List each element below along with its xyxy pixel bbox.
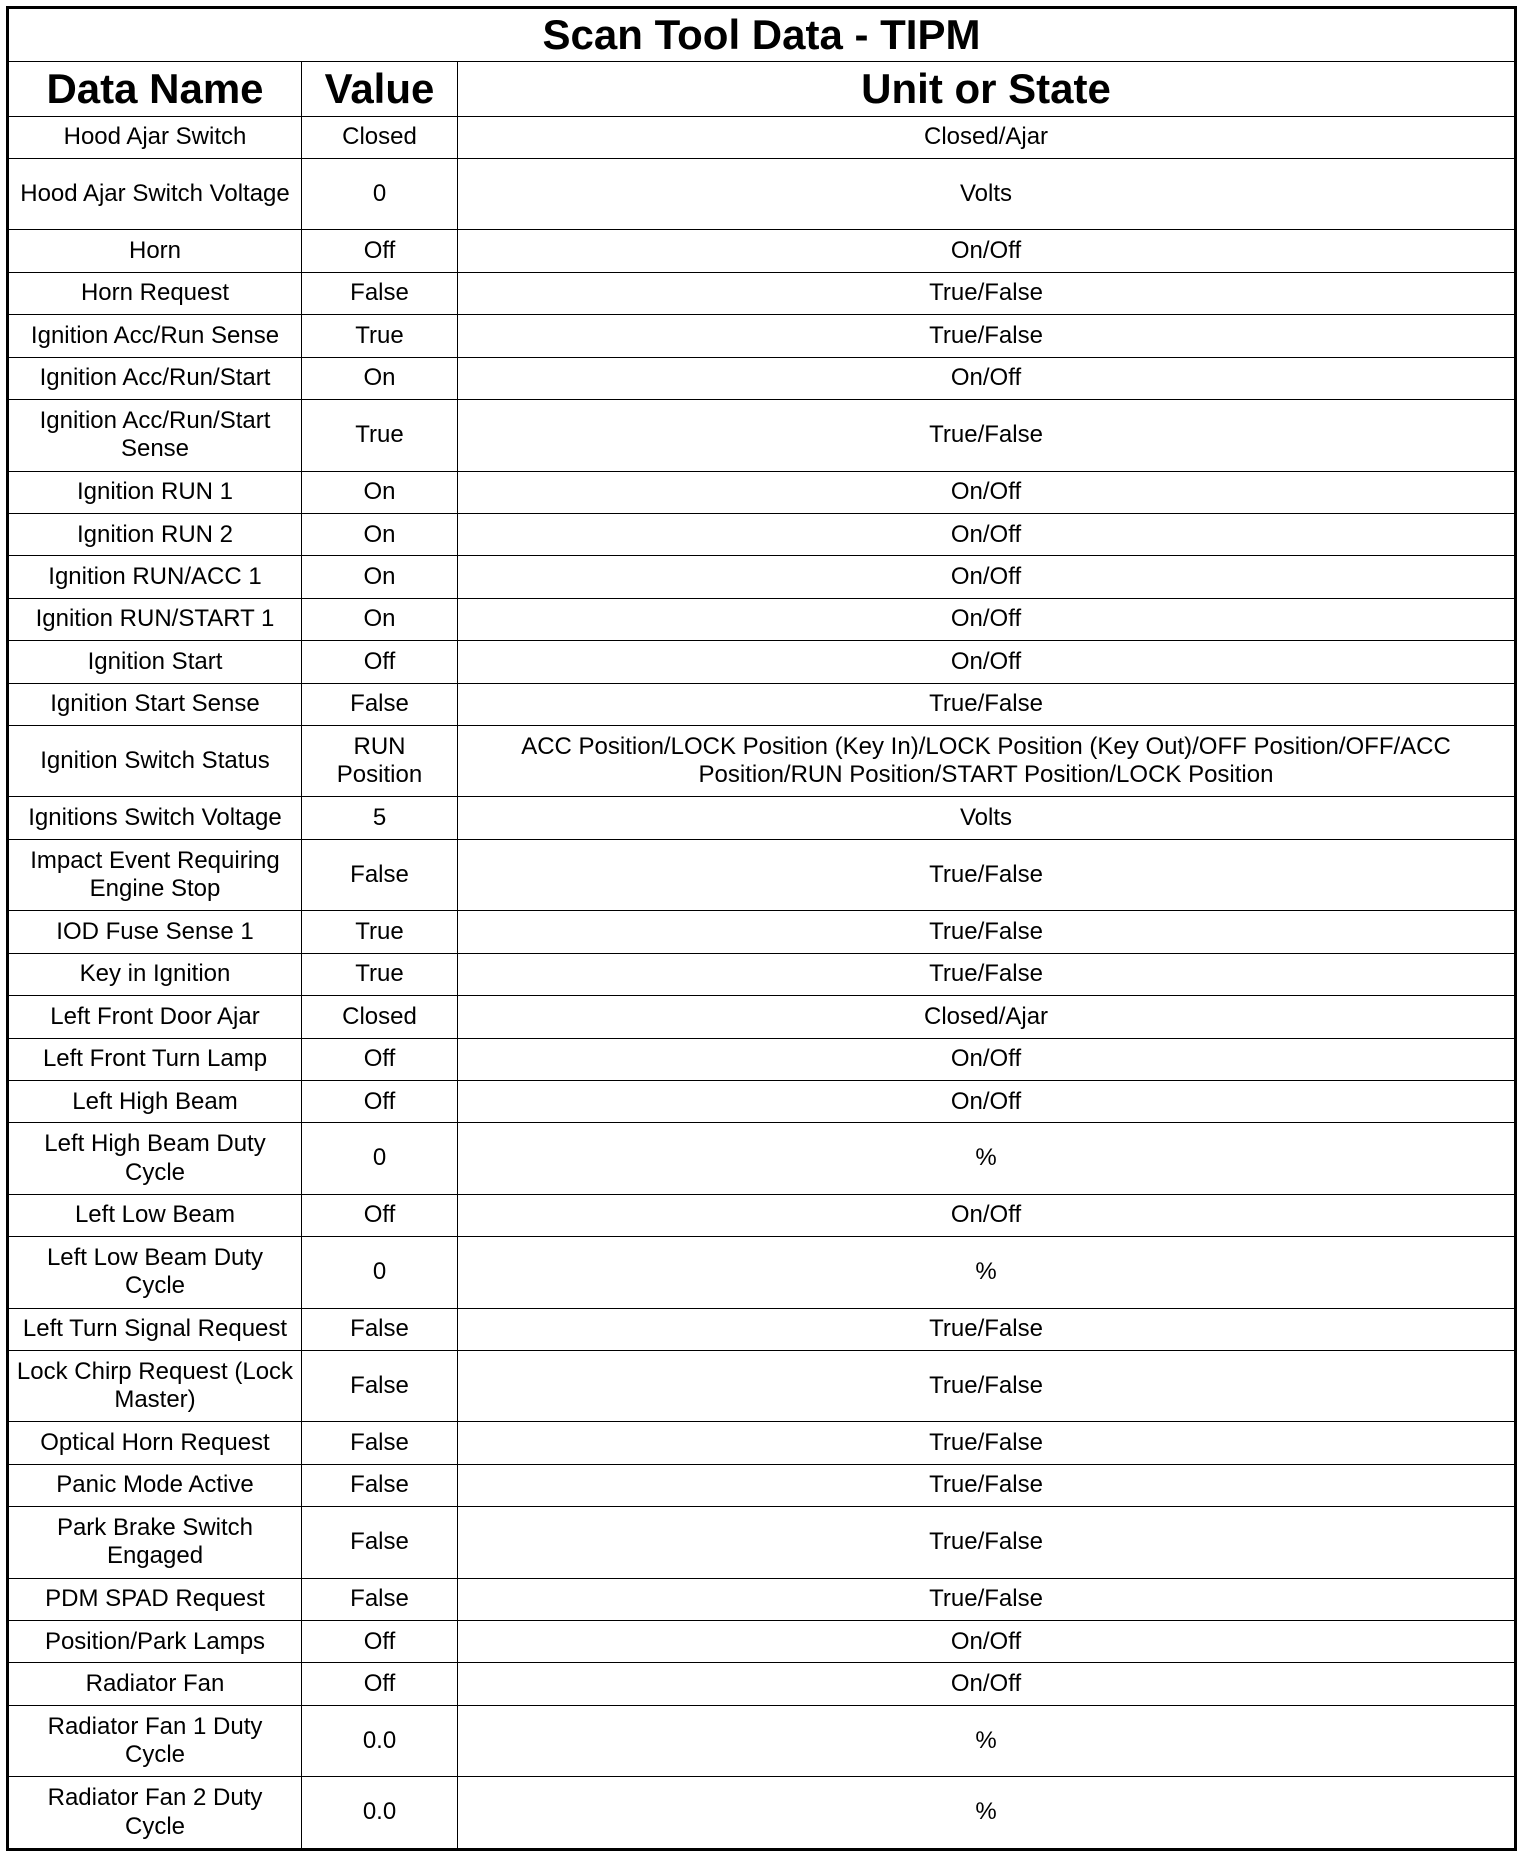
data-name-cell: Left Turn Signal Request xyxy=(8,1308,302,1350)
value-cell: Closed xyxy=(302,996,458,1038)
table-row xyxy=(8,1422,1516,1464)
value-cell: True xyxy=(302,911,458,953)
unit-or-state-cell: On/Off xyxy=(458,230,1516,272)
unit-or-state-cell: True/False xyxy=(458,272,1516,314)
value-cell: 0.0 xyxy=(302,1777,458,1850)
data-name-cell: Position/Park Lamps xyxy=(8,1621,302,1663)
value-cell: False xyxy=(302,1351,458,1422)
unit-or-state-cell: True/False xyxy=(458,683,1516,725)
unit-or-state-cell: % xyxy=(458,1237,1516,1308)
table-row xyxy=(8,1308,1516,1350)
data-name-cell: Hood Ajar Switch Voltage xyxy=(8,159,302,230)
unit-or-state-cell: True/False xyxy=(458,400,1516,471)
table-row xyxy=(8,556,1516,598)
table-row xyxy=(8,1237,1516,1308)
unit-or-state-cell: On/Off xyxy=(458,513,1516,555)
unit-or-state-cell: % xyxy=(458,1777,1516,1850)
data-name-cell: Left Low Beam Duty Cycle xyxy=(8,1237,302,1308)
title-row xyxy=(8,8,1516,62)
value-cell: True xyxy=(302,315,458,357)
data-name-cell: Radiator Fan xyxy=(8,1663,302,1705)
data-name-cell: Left Low Beam xyxy=(8,1194,302,1236)
header-unit-or-state: Unit or State xyxy=(458,61,1516,116)
scan-tool-data-table xyxy=(6,6,1517,1851)
value-cell: Off xyxy=(302,641,458,683)
table-row xyxy=(8,1194,1516,1236)
data-name-cell: Lock Chirp Request (Lock Master) xyxy=(8,1351,302,1422)
value-cell: On xyxy=(302,556,458,598)
table-row xyxy=(8,159,1516,230)
table-row xyxy=(8,357,1516,399)
table-row xyxy=(8,1705,1516,1776)
data-name-cell: Ignition RUN/START 1 xyxy=(8,598,302,640)
value-cell: False xyxy=(302,683,458,725)
data-name-cell: Optical Horn Request xyxy=(8,1422,302,1464)
table-row xyxy=(8,1663,1516,1705)
value-cell: 0.0 xyxy=(302,1705,458,1776)
unit-or-state-cell: True/False xyxy=(458,953,1516,995)
unit-or-state-cell: % xyxy=(458,1123,1516,1194)
data-name-cell: Horn xyxy=(8,230,302,272)
data-name-cell: Impact Event Requiring Engine Stop xyxy=(8,839,302,910)
header-value: Value xyxy=(302,61,458,116)
data-name-cell: IOD Fuse Sense 1 xyxy=(8,911,302,953)
data-name-cell: Radiator Fan 1 Duty Cycle xyxy=(8,1705,302,1776)
unit-or-state-cell: On/Off xyxy=(458,1621,1516,1663)
unit-or-state-cell: On/Off xyxy=(458,641,1516,683)
data-name-cell: Ignition Start Sense xyxy=(8,683,302,725)
data-name-cell: Hood Ajar Switch xyxy=(8,116,302,158)
unit-or-state-cell: Volts xyxy=(458,797,1516,839)
data-name-cell: Ignition RUN 2 xyxy=(8,513,302,555)
table-row xyxy=(8,953,1516,995)
table-row xyxy=(8,1351,1516,1422)
value-cell: Off xyxy=(302,230,458,272)
table-row xyxy=(8,911,1516,953)
value-cell: 0 xyxy=(302,1237,458,1308)
data-name-cell: Key in Ignition xyxy=(8,953,302,995)
data-name-cell: Left High Beam Duty Cycle xyxy=(8,1123,302,1194)
unit-or-state-cell: On/Off xyxy=(458,1080,1516,1122)
value-cell: 0 xyxy=(302,1123,458,1194)
value-cell: On xyxy=(302,357,458,399)
value-cell: Off xyxy=(302,1621,458,1663)
unit-or-state-cell: Volts xyxy=(458,159,1516,230)
table-row xyxy=(8,513,1516,555)
data-name-cell: Ignition RUN/ACC 1 xyxy=(8,556,302,598)
unit-or-state-cell: Closed/Ajar xyxy=(458,996,1516,1038)
table-row xyxy=(8,471,1516,513)
unit-or-state-cell: On/Off xyxy=(458,357,1516,399)
data-name-cell: Left Front Turn Lamp xyxy=(8,1038,302,1080)
table-row xyxy=(8,1578,1516,1620)
table-row xyxy=(8,996,1516,1038)
table-row xyxy=(8,1621,1516,1663)
unit-or-state-cell: True/False xyxy=(458,1507,1516,1578)
unit-or-state-cell: On/Off xyxy=(458,471,1516,513)
unit-or-state-cell: True/False xyxy=(458,839,1516,910)
data-name-cell: Ignition Switch Status xyxy=(8,726,302,797)
value-cell: True xyxy=(302,953,458,995)
data-name-cell: Ignition Start xyxy=(8,641,302,683)
unit-or-state-cell: On/Off xyxy=(458,1194,1516,1236)
table-row xyxy=(8,1777,1516,1850)
data-name-cell: Park Brake Switch Engaged xyxy=(8,1507,302,1578)
table-row xyxy=(8,1464,1516,1506)
unit-or-state-cell: True/False xyxy=(458,1308,1516,1350)
value-cell: On xyxy=(302,598,458,640)
data-name-cell: Ignitions Switch Voltage xyxy=(8,797,302,839)
unit-or-state-cell: True/False xyxy=(458,315,1516,357)
value-cell: False xyxy=(302,1578,458,1620)
unit-or-state-cell: True/False xyxy=(458,1351,1516,1422)
value-cell: 0 xyxy=(302,159,458,230)
value-cell: Off xyxy=(302,1194,458,1236)
table-row xyxy=(8,1080,1516,1122)
table-row xyxy=(8,230,1516,272)
value-cell: Off xyxy=(302,1663,458,1705)
scan-tool-sheet xyxy=(6,6,1514,1851)
table-row xyxy=(8,726,1516,797)
unit-or-state-cell: On/Off xyxy=(458,598,1516,640)
table-row xyxy=(8,400,1516,471)
unit-or-state-cell: True/False xyxy=(458,1464,1516,1506)
unit-or-state-cell: ACC Position/LOCK Position (Key In)/LOCK Position (Key Out)/OFF Position/OFF/ACC Position/RUN Position/START Position/LOCK Position xyxy=(458,726,1516,797)
table-row xyxy=(8,272,1516,314)
value-cell: True xyxy=(302,400,458,471)
data-name-cell: Panic Mode Active xyxy=(8,1464,302,1506)
value-cell: False xyxy=(302,1464,458,1506)
table-row xyxy=(8,839,1516,910)
data-name-cell: Radiator Fan 2 Duty Cycle xyxy=(8,1777,302,1850)
value-cell: 5 xyxy=(302,797,458,839)
table-row xyxy=(8,1123,1516,1194)
header-data-name: Data Name xyxy=(8,61,302,116)
data-name-cell: Ignition Acc/Run Sense xyxy=(8,315,302,357)
data-name-cell: Ignition Acc/Run/Start Sense xyxy=(8,400,302,471)
table-row xyxy=(8,797,1516,839)
table-row xyxy=(8,116,1516,158)
table-row xyxy=(8,315,1516,357)
data-name-cell: PDM SPAD Request xyxy=(8,1578,302,1620)
table-title: Scan Tool Data - TIPM xyxy=(8,8,1516,62)
table-row xyxy=(8,1038,1516,1080)
table-row xyxy=(8,598,1516,640)
value-cell: False xyxy=(302,1422,458,1464)
unit-or-state-cell: True/False xyxy=(458,1578,1516,1620)
data-name-cell: Horn Request xyxy=(8,272,302,314)
unit-or-state-cell: True/False xyxy=(458,911,1516,953)
value-cell: False xyxy=(302,1507,458,1578)
unit-or-state-cell: True/False xyxy=(458,1422,1516,1464)
header-row xyxy=(8,61,1516,116)
value-cell: Off xyxy=(302,1038,458,1080)
unit-or-state-cell: On/Off xyxy=(458,1663,1516,1705)
value-cell: False xyxy=(302,1308,458,1350)
value-cell: Off xyxy=(302,1080,458,1122)
value-cell: On xyxy=(302,471,458,513)
data-name-cell: Ignition RUN 1 xyxy=(8,471,302,513)
table-row xyxy=(8,641,1516,683)
value-cell: Closed xyxy=(302,116,458,158)
data-name-cell: Ignition Acc/Run/Start xyxy=(8,357,302,399)
table-row xyxy=(8,1507,1516,1578)
unit-or-state-cell: % xyxy=(458,1705,1516,1776)
table-row xyxy=(8,683,1516,725)
unit-or-state-cell: Closed/Ajar xyxy=(458,116,1516,158)
value-cell: False xyxy=(302,272,458,314)
value-cell: False xyxy=(302,839,458,910)
unit-or-state-cell: On/Off xyxy=(458,1038,1516,1080)
data-name-cell: Left High Beam xyxy=(8,1080,302,1122)
value-cell: On xyxy=(302,513,458,555)
unit-or-state-cell: On/Off xyxy=(458,556,1516,598)
data-name-cell: Left Front Door Ajar xyxy=(8,996,302,1038)
value-cell: RUN Position xyxy=(302,726,458,797)
